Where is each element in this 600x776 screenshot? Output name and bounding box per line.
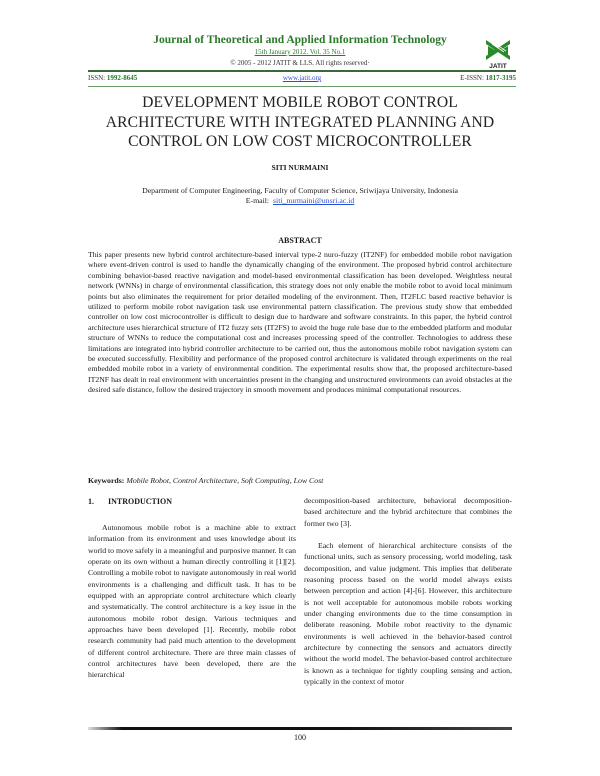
author-name: SITI NURMAINI	[271, 163, 329, 172]
issn: ISSN: 1992-8645	[88, 74, 138, 82]
journal-title: Journal of Theoretical and Applied Information Technology	[153, 34, 447, 46]
jatit-logo-icon	[484, 38, 512, 70]
section-number: 1.	[88, 497, 94, 506]
title-line: CONTROL ON LOW COST MICROCONTROLLER	[128, 133, 472, 150]
keywords-list: Mobile Robot, Control Architecture, Soft Computing, Low Cost	[126, 476, 324, 485]
issue-line: 15th January 2012. Vol. 35 No.1	[254, 48, 346, 56]
paragraph: Autonomous mobile robot is a machine able to extract information from its environment and uses knowledge about its world to move safely in a meaningful and purposive manner. It can operate on its own without a human directly controlling it [1][2]. Controlling a mobile robot to navigate autonomously in real world environments is a challenging and difficult task. It has to be equipped with an appropriate control architecture which clearly and systematically. The control architecture is a key issue in the autonomous mobile robot design. Various techniques and approaches have been developed [1]. Recently, mobile robot research community had paid much attention to the development of different control architecture. There are three main classes of control architectures have been developed, there are the hierarchical	[88, 523, 296, 680]
abstract-heading: ABSTRACT	[278, 236, 322, 245]
paragraph: Each element of hierarchical architecture consists of the functional units, such as sensory processing, world modeling, task decomposition, and value judgment. This implies that deliberate reasoning process based on the world model always exists between perception and action [4]-[6]. However, this architecture is not well acceptable for autonomous mobile robots working under changing environments due to the time consumption in deliberate reasoning. Mobile robot reactivity to the dynamic environments is well achieved in the behavior-based control architecture by connecting the sensors and actuators directly without the world model. The behavior-based control architecture is known as a technique for tightly coupling sensing and action, typically in the context of motor	[304, 541, 512, 687]
title-line: DEVELOPMENT MOBILE ROBOT CONTROL	[142, 94, 458, 111]
paragraph-gap	[304, 529, 512, 540]
email-line	[0, 196, 600, 206]
section-title: INTRODUCTION	[108, 497, 173, 506]
keywords	[88, 476, 512, 485]
header-subrule	[88, 86, 516, 87]
keywords-label: Keywords:	[88, 476, 125, 485]
page-number: 100	[294, 733, 306, 742]
svg-text:JATIT: JATIT	[489, 63, 507, 70]
title-line: ARCHITECTURE WITH INTEGRATED PLANNING AND	[105, 113, 495, 131]
issn-row	[88, 74, 516, 84]
footer-rule	[88, 727, 512, 730]
affiliation-block	[0, 186, 600, 206]
right-column	[304, 495, 512, 688]
paragraph: decomposition-based architecture, behavioral decomposition-based architecture and the hybrid architecture that combines the former two [3].	[304, 496, 512, 528]
eissn: E-ISSN: 1817-3195	[460, 74, 516, 82]
affiliation: Department of Computer Engineering, Faculty of Computer Science, Sriwijaya University, Indonesia	[142, 186, 458, 195]
website-link[interactable]: www.jatit.org	[282, 74, 322, 82]
copyright-notice: © 2005 - 2012 JATIT & LLS. All rights reserved·	[230, 59, 370, 67]
header-rule	[88, 70, 516, 72]
email-label: E-mail:	[245, 196, 270, 205]
email-link[interactable]: siti_nurmaini@unsri.ac.id	[273, 196, 355, 205]
abstract-text: This paper presents new hybrid control architecture-based interval type-2 nuro-fuzzy (IT2NF) for embedded mobile robot navigation where event-driven control is used to handle the dynamically changing of the environment. The proposed hybrid control architecture combining behavior-based reactive navigation and model-based environmental classification has been developed. Weightless neural network (WNNs) in charge of environmental classification, this strategy does not only enable the mobile robot to avoid local minimum points but also eliminates the requirement for prior detailed modeling of the environment. Then, IT2FLC based reactive behavior is utilized to perform mobile robot navigation task use environmental pattern classification. The previous study show that embedded controller on low cost microcontroller is difficult to design due to hardware and software constraints. In this paper, the hybrid control architecture uses hierarchical structure of IT2 fuzzy sets (IT2FS) to avoid the huge rule base due to the embedded platform and modular structure of WNNs to reduce the computational cost and increases processing speed of the controller. Technologies to address these limitations are integrated into hybrid controller architecture to be carried out, thus the autonomous mobile robot navigation system can be executed successfully. Flexibility and performance of the proposed control architecture is validated through experiments on the real embedded mobile robot in a variety of environmental condition. The experimental results show that, the proposed architecture-based IT2NF has dealt in real environment with uncertainties present in the changing and unstructured environments can avoid obstacles at the desired safe distance, follow the desired trajectory in smooth movement and produces minimal computational resources.	[88, 250, 512, 395]
paper-title	[60, 93, 540, 152]
left-column	[88, 522, 296, 681]
section-heading	[88, 497, 172, 506]
